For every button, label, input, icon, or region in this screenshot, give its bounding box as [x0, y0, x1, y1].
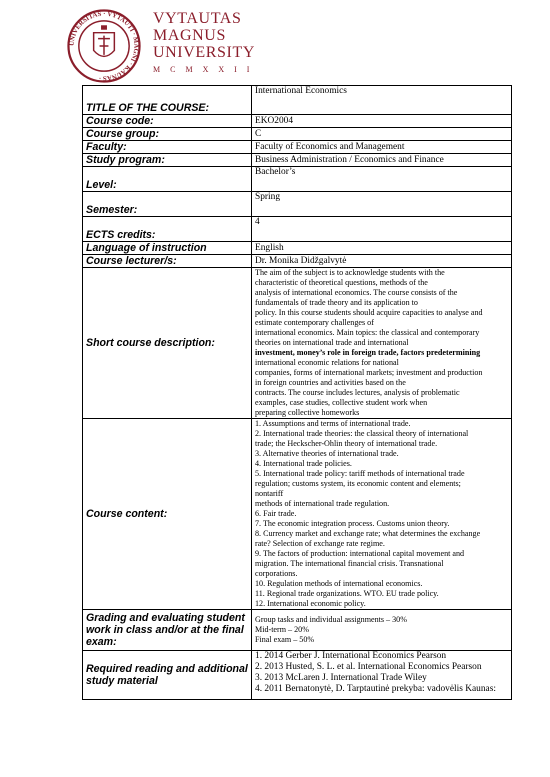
table-row — [83, 419, 512, 610]
table-row — [83, 255, 512, 268]
description-line: international economics. Main topics: the classical and contemporary — [255, 328, 480, 337]
table-row — [83, 115, 512, 128]
faculty-label: Faculty: — [83, 141, 252, 154]
description-line: contracts. The course includes lectures, analysis of problematic — [255, 388, 460, 397]
table-row — [83, 242, 512, 255]
description-line: fundamentals of trade theory and its application to — [255, 298, 418, 307]
content-value — [252, 419, 512, 610]
content-line: 2. International trade theories: the classical theory of international — [255, 429, 469, 438]
description-line: companies, forms of international markets; investment and production — [255, 368, 483, 377]
content-line: 12. International economic policy. — [255, 599, 366, 608]
content-line: 3. Alternative theories of international trade. — [255, 449, 399, 458]
description-label: Short course description: — [83, 268, 252, 419]
content-line: 4. International trade policies. — [255, 459, 352, 468]
table-row — [83, 86, 512, 115]
content-line: trade; the Heckscher-Ohlin theory of international trade. — [255, 439, 438, 448]
table-row — [83, 651, 512, 700]
wordmark-line-3: UNIVERSITY — [153, 44, 255, 61]
level-value: Bachelor’s — [252, 167, 512, 192]
content-line: 5. International trade policy: tariff methods of international trade — [255, 469, 465, 478]
group-label: Course group: — [83, 128, 252, 141]
ects-value: 4 — [252, 217, 512, 242]
grading-line: Group tasks and individual assignments – 30% — [255, 615, 407, 624]
content-line: corporations. — [255, 569, 298, 578]
program-label: Study program: — [83, 154, 252, 167]
reading-line: 4. 2011 Bernatonytė, D. Tarptautinė prekyba: vadovėlis Kaunas: — [255, 684, 496, 694]
grading-label: Grading and evaluating student work in class and/or at the final exam: — [83, 610, 252, 651]
content-line: nontariff — [255, 489, 284, 498]
level-label: Level: — [83, 167, 252, 192]
content-line: 9. The factors of production: international capital movement and — [255, 549, 465, 558]
content-label: Course content: — [83, 419, 252, 610]
content-line: 11. Regional trade organizations. WTO. EU trade policy. — [255, 589, 439, 598]
description-line: international economic relations for national — [255, 358, 399, 367]
university-wordmark — [153, 10, 255, 74]
title-value: International Economics — [252, 86, 512, 115]
reading-label: Required reading and additional study material — [83, 651, 252, 700]
grading-line: Final exam – 50% — [255, 635, 315, 644]
table-row — [83, 610, 512, 651]
lecturer-label: Course lecturer/s: — [83, 255, 252, 268]
svg-text:UNIVERSITAS · VYTAUTI · MAGNI: UNIVERSITAS · VYTAUTI · MAGNI · KAUNAS · — [68, 10, 140, 82]
code-value: EKO2004 — [252, 115, 512, 128]
wordmark-line-2: MAGNUS — [153, 27, 226, 44]
table-row — [83, 128, 512, 141]
table-row — [83, 154, 512, 167]
reading-value — [252, 651, 512, 700]
semester-label: Semester: — [83, 192, 252, 217]
grading-value — [252, 610, 512, 651]
reading-line: 3. 2013 McLaren J. International Trade Wiley — [255, 673, 427, 683]
reading-line: 2. 2013 Husted, S. L. et al. International Economics Pearson — [255, 662, 482, 672]
description-line: analysis of international economics. The course consists of the — [255, 288, 458, 297]
description-line: examples, case studies, collective student work when — [255, 398, 428, 407]
description-line: The aim of the subject is to acknowledge students with the — [255, 268, 445, 277]
reading-line: 1. 2014 Gerber J. International Economics Pearson — [255, 651, 447, 661]
ects-label: ECTS credits: — [83, 217, 252, 242]
description-line: theories on international trade and international — [255, 338, 409, 347]
table-row — [83, 217, 512, 242]
program-value: Business Administration / Economics and Finance — [252, 154, 512, 167]
table-row — [83, 192, 512, 217]
content-line: migration. The international financial crisis. Transnational — [255, 559, 444, 568]
description-line: estimate contemporary challenges of — [255, 318, 374, 327]
content-line: methods of international trade regulation. — [255, 499, 390, 508]
table-row — [83, 167, 512, 192]
language-label: Language of instruction — [83, 242, 252, 255]
content-line: 10. Regulation methods of international economics. — [255, 579, 423, 588]
content-line: 7. The economic integration process. Customs union theory. — [255, 519, 450, 528]
content-line: 8. Currency market and exchange rate; what determines the exchange — [255, 529, 481, 538]
faculty-value: Faculty of Economics and Management — [252, 141, 512, 154]
code-label: Course code: — [83, 115, 252, 128]
founding-year: M C M X X I I — [153, 65, 254, 74]
semester-value: Spring — [252, 192, 512, 217]
content-line: rate? Selection of exchange rate regime. — [255, 539, 385, 548]
description-line: in foreign countries and activities based on the — [255, 378, 406, 387]
wordmark-line-1: VYTAUTAS — [153, 10, 242, 27]
description-line — [255, 348, 508, 358]
table-row — [83, 141, 512, 154]
language-value: English — [252, 242, 512, 255]
title-label: TITLE OF THE COURSE: — [83, 86, 252, 115]
university-seal-logo — [67, 9, 141, 83]
content-line: regulation; customs system, its economic content and elements; — [255, 479, 461, 488]
description-line: preparing collective homeworks — [255, 408, 360, 417]
content-line: 1. Assumptions and terms of international trade. — [255, 419, 411, 428]
description-line: characteristic of theoretical questions, methods of the — [255, 278, 428, 287]
description-value — [252, 268, 512, 419]
group-value: C — [252, 128, 512, 141]
table-row — [83, 268, 512, 419]
lecturer-value: Dr. Monika Didžgalvytė — [252, 255, 512, 268]
description-line-bold: investment, money’s role in foreign trade, factors predetermining — [255, 348, 481, 357]
description-line: policy. In this course students should acquire capacities to analyse and — [255, 308, 483, 317]
content-line: 6. Fair trade. — [255, 509, 297, 518]
grading-line: Mid-term – 20% — [255, 625, 309, 634]
course-info-table — [82, 85, 512, 700]
